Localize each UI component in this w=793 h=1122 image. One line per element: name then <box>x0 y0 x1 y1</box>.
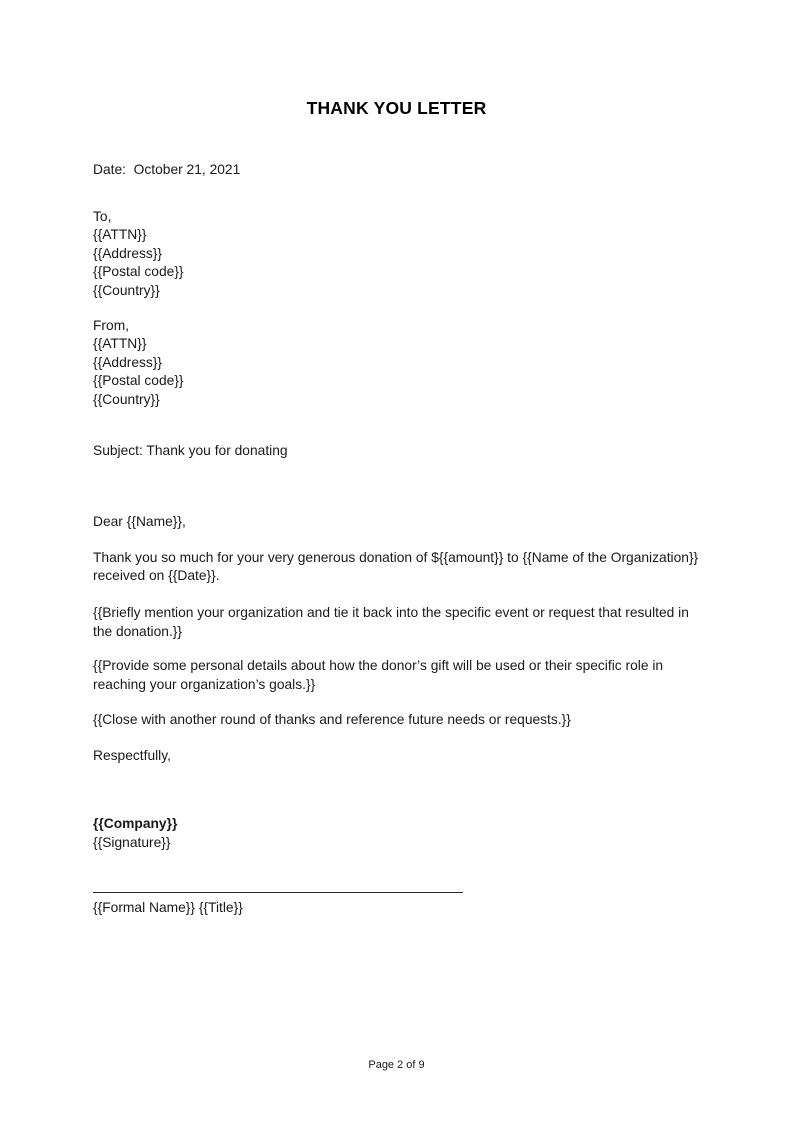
subject-line: Subject: Thank you for donating <box>93 442 288 458</box>
page-number-footer: Page 2 of 9 <box>368 1059 425 1071</box>
letter-content <box>0 96 793 917</box>
body-paragraph-mention-organization: {{Briefly mention your organization and tie it back into the specific event or request that resulted in the donation.}} <box>93 604 689 639</box>
formal-name-title-placeholder: {{Formal Name}} {{Title}} <box>93 899 243 915</box>
body-paragraph-thanks: Thank you so much for your very generous donation of ${{amount}} to {{Name of the Organization}} received on {{Date}}. <box>93 549 699 584</box>
letter-title: THANK YOU LETTER <box>306 98 487 118</box>
to-label: To, <box>93 208 112 224</box>
closing-line: Respectfully, <box>93 747 171 763</box>
salutation: Dear {{Name}}, <box>93 514 186 530</box>
from-country-placeholder: {{Country}} <box>93 391 160 407</box>
date-line: Date: October 21, 2021 <box>93 162 241 177</box>
to-country-placeholder: {{Country}} <box>93 282 160 298</box>
from-postal-code-placeholder: {{Postal code}} <box>93 373 184 389</box>
from-label: From, <box>93 317 130 333</box>
body-paragraph-close: {{Close with another round of thanks and reference future needs or requests.}} <box>93 712 571 728</box>
signature-placeholder: {{Signature}} <box>93 835 171 851</box>
body-paragraph-personal-details: {{Provide some personal details about how the donor’s gift will be used or their specific role in reaching your organization’s goals.}} <box>93 658 664 692</box>
signature-rule-line <box>93 892 463 893</box>
to-postal-code-placeholder: {{Postal code}} <box>93 264 184 280</box>
to-address-placeholder: {{Address}} <box>93 245 163 261</box>
from-address-placeholder: {{Address}} <box>93 354 163 370</box>
recipient-address-block <box>93 208 700 301</box>
to-attn-placeholder: {{ATTN}} <box>93 227 147 243</box>
sender-address-block <box>93 317 700 410</box>
company-placeholder: {{Company}} <box>93 816 178 832</box>
from-attn-placeholder: {{ATTN}} <box>93 336 147 352</box>
